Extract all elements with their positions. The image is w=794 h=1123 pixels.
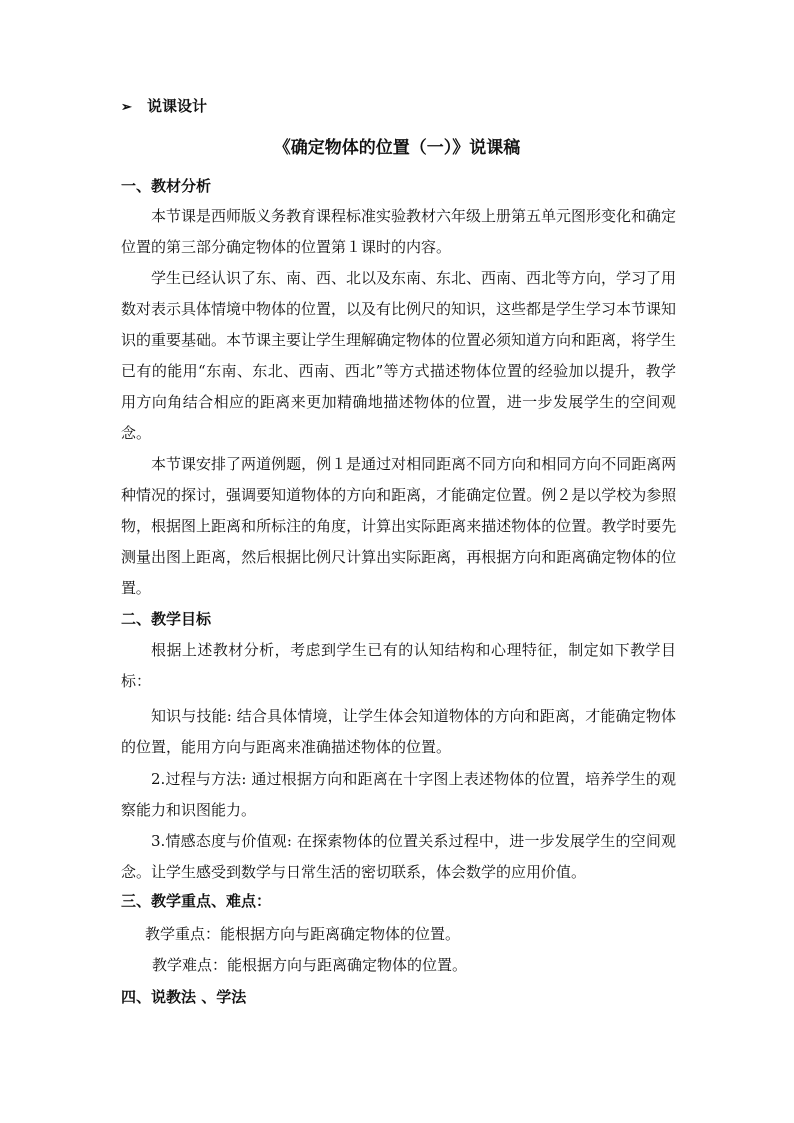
section-heading-key-points: 三、教学重点、难点： [121,892,272,910]
section-heading-methods: 四、说教法 、学法 [121,988,247,1006]
goal-process-method: 2.过程与方法: 通过根据方向和距离在十字图上表述物体的位置，培养学生的观察能力和识图能力。 [121,770,676,819]
section-heading-teaching-goals: 二、教学目标 [121,610,212,628]
right-arrow-icon: ➢ [121,100,132,115]
key-point-text: 教学重点：能根据方向与距离确定物体的位置。 [145,925,461,943]
paragraph-textbook-intro: 本节课是西师版义务教育课程标准实验教材六年级上册第五单元图形变化和确定位置的第三部分确定物体的位置第１课时的内容。 [121,207,677,256]
goal-emotion-values: 3.情感态度与价值观: 在探索物体的位置关系过程中，进一步发展学生的空间观念。让学生感受到数学与日常生活的密切联系，体会数学的应用价值。 [121,832,676,881]
bullet-heading-label: 说课设计 [147,97,208,115]
bullet-heading [121,94,207,120]
difficulty-text: 教学难点：能根据方向与距离确定物体的位置。 [152,956,468,974]
paragraph-prior-knowledge: 学生已经认识了东、南、西、北以及东南、东北、西南、西北等方向，学习了用数对表示具体情境中物体的位置，以及有比例尺的知识，这些都是学生学习本节课知识的重要基础。本节课主要让学生理解确定物体的位置必须知道方向和距离，将学生已有的能用“东南、东北、西南、西北”等方式描述物体位置的经验加以提升，教学用方向角结合相应的距离来更加精确地描述物体的位置，进一步发展学生的空间观念。 [121,269,677,442]
goal-knowledge-skills: 知识与技能: 结合具体情境，让学生体会知道物体的方向和距离，才能确定物体的位置，能用方向与距离来准确描述物体的位置。 [121,707,676,756]
paragraph-goals-intro: 根据上述教材分析，考虑到学生已有的认知结构和心理特征，制定如下教学目标： [121,641,676,690]
document-title: 《确定物体的位置（一）》说课稿 [273,138,521,158]
paragraph-examples: 本节课安排了两道例题，例１是通过对相同距离不同方向和相同方向不同距离两种情况的探讨，强调要知道物体的方向和距离，才能确定位置。例２是以学校为参照物，根据图上距离和所标注的角度，计算出实际距离来描述物体的位置。教学时要先测量出图上距离，然后根据比例尺计算出实际距离，再根据方向和距离确定物体的位置。 [121,455,676,597]
section-heading-textbook-analysis: 一、教材分析 [121,177,212,195]
